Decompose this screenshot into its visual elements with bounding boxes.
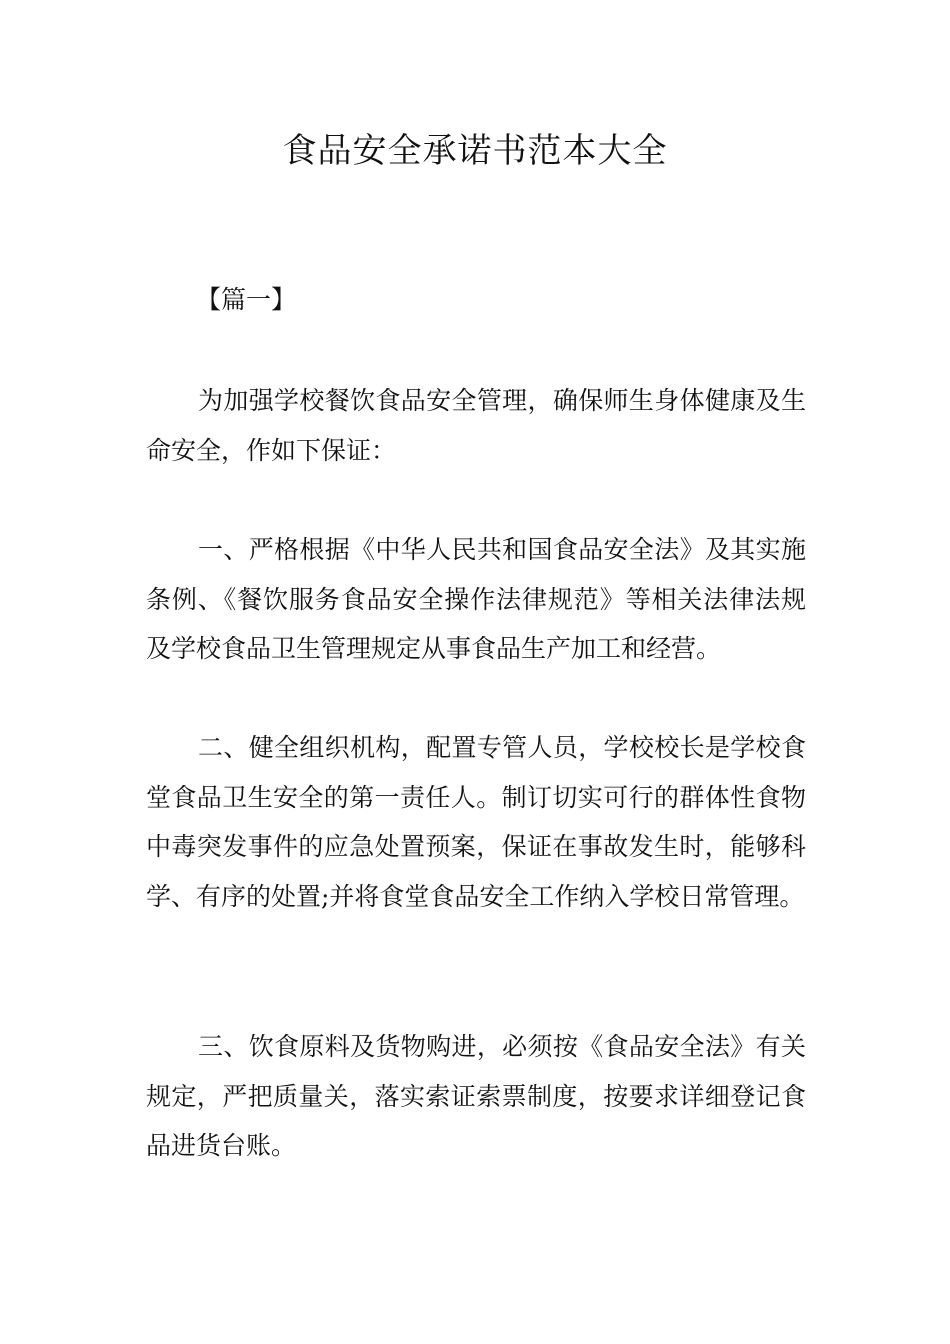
document-title: 食品安全承诺书范本大全 — [282, 131, 668, 171]
section-label: 【篇一】 — [196, 285, 297, 314]
paragraph-item-3: 三、饮食原料及货物购进，必须按《食品安全法》有关规定，严把质量关，落实索证索票制度，按要求详细登记食品进货台账。 — [146, 1032, 806, 1160]
paragraph-item-1: 一、严格根据《中华人民共和国食品安全法》及其实施条例、《餐饮服务食品安全操作法律规范》等相关法律法规及学校食品卫生管理规定从事食品生产加工和经营。 — [146, 535, 806, 663]
paragraph-item-2: 二、健全组织机构，配置专管人员，学校校长是学校食堂食品卫生安全的第一责任人。制订切实可行的群体性食物中毒突发事件的应急处置预案，保证在事故发生时，能够科学、有序的处置;并将食堂食品安全工作纳入学校日常管理。 — [146, 733, 806, 911]
paragraph-intro: 为加强学校餐饮食品安全管理，确保师生身体健康及生命安全，作如下保证： — [146, 386, 806, 465]
